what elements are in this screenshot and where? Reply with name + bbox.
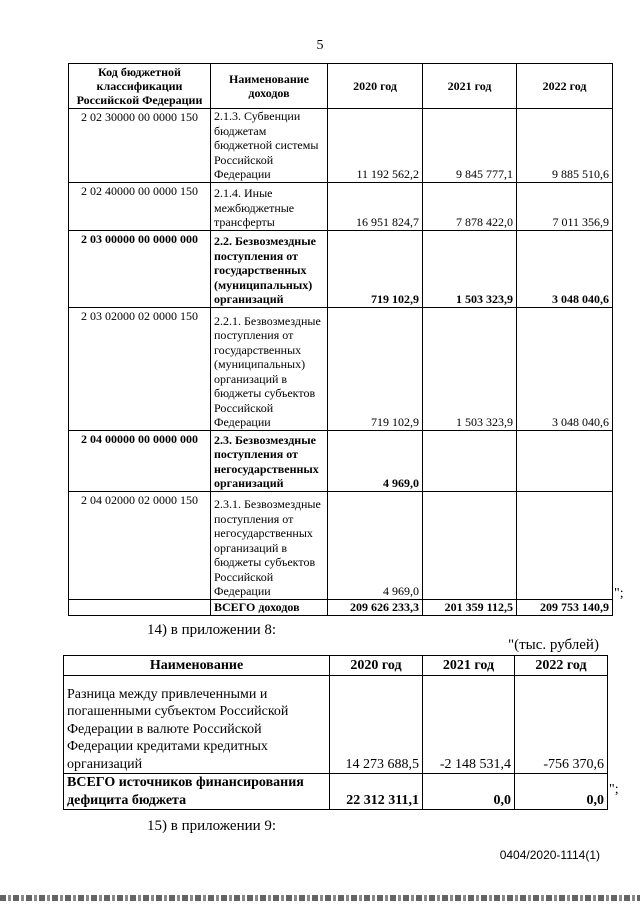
row-code: 2 03 00000 00 0000 000	[69, 230, 211, 307]
row-name: 2.2.1. Безвозмездные поступления от государственных (муниципальных) организаций в бюджеты субъектов Российской Федерации	[211, 307, 328, 430]
row-name: Разница между привлеченными и погашенными субъектом Российской Федерации в валюте Российской Федерации кредитами кредитных организаций	[64, 676, 330, 774]
row-2021: 7 878 422,0	[423, 182, 517, 230]
revenue-table-header-row	[69, 64, 613, 109]
revenue-table	[68, 63, 613, 616]
row-2020: 4 969,0	[328, 491, 423, 599]
row-name: 2.3.1. Безвозмездные поступления от негосударственных организаций в бюджеты субъектов Российской Федерации	[211, 491, 328, 599]
paragraph-15: 15) в приложении 9:	[147, 818, 277, 834]
table-row	[69, 230, 613, 307]
row-2021: 0,0	[423, 774, 515, 810]
row-code: 2 04 02000 02 0000 150	[69, 491, 211, 599]
table-row	[69, 109, 613, 183]
row-2021	[423, 430, 517, 491]
sources-table-header-row	[64, 656, 608, 676]
t2-header-2022: 2022 год	[515, 656, 608, 676]
row-code: 2 03 02000 02 0000 150	[69, 307, 211, 430]
table2-closing-quote: ";	[609, 782, 619, 797]
row-name: 2.1.4. Иные межбюджетные трансферты	[211, 182, 328, 230]
row-2021: 1 503 323,9	[423, 307, 517, 430]
table-row	[64, 774, 608, 810]
row-2020: 22 312 311,1	[330, 774, 423, 810]
row-2021: -2 148 531,4	[423, 676, 515, 774]
document-code: 0404/2020-1114(1)	[499, 848, 600, 862]
row-2021: 9 845 777,1	[423, 109, 517, 183]
table-row	[69, 182, 613, 230]
row-name: ВСЕГО источников финансирования дефицита бюджета	[64, 774, 330, 810]
total-2022: 209 753 140,9	[517, 599, 613, 615]
units-label: "(тыс. рублей)	[508, 637, 599, 653]
header-2020: 2020 год	[328, 64, 423, 109]
row-code: 2 02 40000 00 0000 150	[69, 182, 211, 230]
row-2021	[423, 491, 517, 599]
table-row	[69, 307, 613, 430]
scan-edge-artifact	[0, 895, 640, 901]
total-2021: 201 359 112,5	[423, 599, 517, 615]
row-code: 2 02 30000 00 0000 150	[69, 109, 211, 183]
header-code: Код бюджетной классификации Российской Федерации	[69, 64, 211, 109]
t2-header-2020: 2020 год	[330, 656, 423, 676]
t2-header-2021: 2021 год	[423, 656, 515, 676]
total-2020: 209 626 233,3	[328, 599, 423, 615]
row-name: 2.1.3. Субвенции бюджетам бюджетной системы Российской Федерации	[211, 109, 328, 183]
sources-table	[63, 655, 608, 810]
table1-closing-quote: ";	[614, 586, 624, 601]
row-2020: 14 273 688,5	[330, 676, 423, 774]
row-2022: 3 048 040,6	[517, 230, 613, 307]
total-code	[69, 599, 211, 615]
paragraph-14: 14) в приложении 8:	[147, 622, 277, 638]
row-name: 2.2. Безвозмездные поступления от государственных (муниципальных) организаций	[211, 230, 328, 307]
row-2020: 719 102,9	[328, 230, 423, 307]
row-2022: 9 885 510,6	[517, 109, 613, 183]
row-2020: 16 951 824,7	[328, 182, 423, 230]
row-2020: 11 192 562,2	[328, 109, 423, 183]
header-2022: 2022 год	[517, 64, 613, 109]
row-2020: 719 102,9	[328, 307, 423, 430]
row-2022: 7 011 356,9	[517, 182, 613, 230]
total-label: ВСЕГО доходов	[211, 599, 328, 615]
row-name: 2.3. Безвозмездные поступления от негосударственных организаций	[211, 430, 328, 491]
table-row	[64, 676, 608, 774]
row-2022: -756 370,6	[515, 676, 608, 774]
header-name: Наименование доходов	[211, 64, 328, 109]
table-row	[69, 430, 613, 491]
total-row	[69, 599, 613, 615]
t2-header-name: Наименование	[64, 656, 330, 676]
header-2021: 2021 год	[423, 64, 517, 109]
row-2022	[517, 430, 613, 491]
row-2022	[517, 491, 613, 599]
row-2022: 0,0	[515, 774, 608, 810]
row-2021: 1 503 323,9	[423, 230, 517, 307]
row-2020: 4 969,0	[328, 430, 423, 491]
row-2022: 3 048 040,6	[517, 307, 613, 430]
table-row	[69, 491, 613, 599]
row-code: 2 04 00000 00 0000 000	[69, 430, 211, 491]
page-number: 5	[316, 38, 324, 53]
